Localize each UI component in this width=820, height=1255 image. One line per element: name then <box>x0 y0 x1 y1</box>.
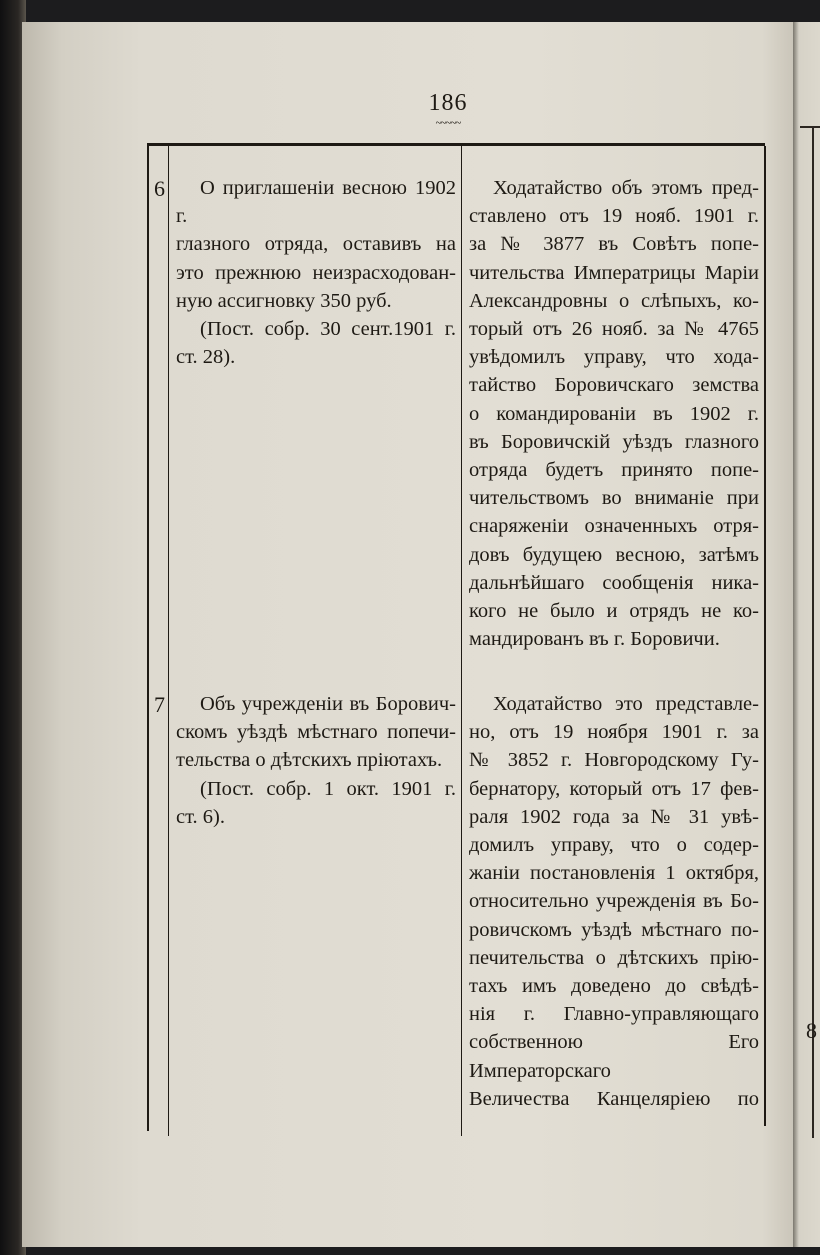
execution-line: о командированіи въ 1902 г. <box>469 402 759 425</box>
row-subject <box>176 174 456 371</box>
reference-line: ст. 6). <box>176 805 225 828</box>
execution-line: бернатору, который отъ 17 фев- <box>469 777 759 800</box>
execution-line: ставлено отъ 19 нояб. 1901 г. <box>469 205 759 228</box>
table-left-border <box>147 146 149 1131</box>
execution-line: относительно учрежденія въ Бо- <box>469 890 759 913</box>
page-number-ornament: ~~~~~ <box>435 117 461 129</box>
subject-line: Объ учрежденіи въ Борович- <box>200 693 456 715</box>
execution-line: чительства Императрицы Маріи <box>469 261 759 284</box>
adjacent-page-rule <box>800 126 820 128</box>
subject-column-divider <box>461 146 462 1136</box>
row-number: 7 <box>154 692 165 717</box>
row-execution <box>469 174 759 653</box>
execution-line: Александровны о слѣпыхъ, ко- <box>469 289 759 312</box>
subject-line: скомъ уѣздѣ мѣстнаго попечи- <box>176 721 456 744</box>
execution-line: ровичскомъ уѣздѣ мѣстнаго по- <box>469 918 759 941</box>
execution-line: Величества Канцеляріею по <box>469 1087 759 1110</box>
number-column-divider <box>168 146 169 1136</box>
execution-line: раля 1902 года за № 31 увѣ- <box>469 805 759 828</box>
table-right-border <box>764 146 766 1126</box>
execution-line: чительствомъ во вниманіе при <box>469 487 759 510</box>
adjacent-page-edge <box>793 22 820 1247</box>
execution-line: Ходатайство это представле- <box>493 693 759 715</box>
execution-line: мандированъ въ г. Боровичи. <box>469 628 720 651</box>
execution-line: собственною Его Императорскаго <box>469 1031 759 1082</box>
execution-line: Ходатайство объ этомъ пред- <box>493 177 759 199</box>
execution-line: дальнѣйшаго сообщенія ника- <box>469 571 759 594</box>
execution-line: въ Боровичскій уѣздъ глазного <box>469 430 759 453</box>
execution-line: увѣдомилъ управу, что хода- <box>469 346 759 369</box>
page-number: 186 <box>428 90 468 116</box>
subject-line: глазного отряда, оставивъ на <box>176 233 456 256</box>
row-number: 6 <box>154 176 165 201</box>
execution-line: жаніи постановленія 1 октября, <box>469 862 759 885</box>
execution-line: печительства о дѣтскихъ прію- <box>469 946 759 969</box>
subject-line: это прежнюю неизрасходован- <box>176 261 456 284</box>
subject-line: О приглашеніи весною 1902 г. <box>176 177 456 228</box>
execution-line: довъ будущею весною, затѣмъ <box>469 543 759 566</box>
reference-line: (Пост. собр. 30 сент.1901 г. <box>200 318 456 341</box>
reference-line: (Пост. собр. 1 окт. 1901 г. <box>200 777 456 800</box>
execution-line: но, отъ 19 ноября 1901 г. за <box>469 721 759 744</box>
execution-line: нія г. Главно-управляющаго <box>469 1003 759 1026</box>
execution-line: тахъ имъ доведено до свѣдѣ- <box>469 975 759 998</box>
adjacent-page-column-line <box>812 128 814 1138</box>
adjacent-page-number-fragment: 8 <box>806 1018 817 1043</box>
reference-line: ст. 28). <box>176 346 236 369</box>
execution-line: тайство Боровичскаго земства <box>469 374 759 397</box>
table-top-rule <box>147 143 765 146</box>
execution-line: домилъ управу, что о содер- <box>469 834 759 857</box>
execution-line: № 3852 г. Новгородскому Гу- <box>469 749 759 772</box>
execution-line: торый отъ 26 нояб. за № 4765 <box>469 318 759 341</box>
execution-line: отряда будетъ принято попе- <box>469 459 759 482</box>
execution-line: кого не было и отрядъ не ко- <box>469 600 759 623</box>
row-subject <box>176 690 456 831</box>
execution-line: снаряженіи означенныхъ отря- <box>469 515 759 538</box>
execution-line: за № 3877 въ Совѣтъ попе- <box>469 233 759 256</box>
subject-line: ную ассигновку 350 руб. <box>176 289 392 312</box>
subject-line: тельства о дѣтскихъ пріютахъ. <box>176 749 443 772</box>
row-execution <box>469 690 759 1113</box>
